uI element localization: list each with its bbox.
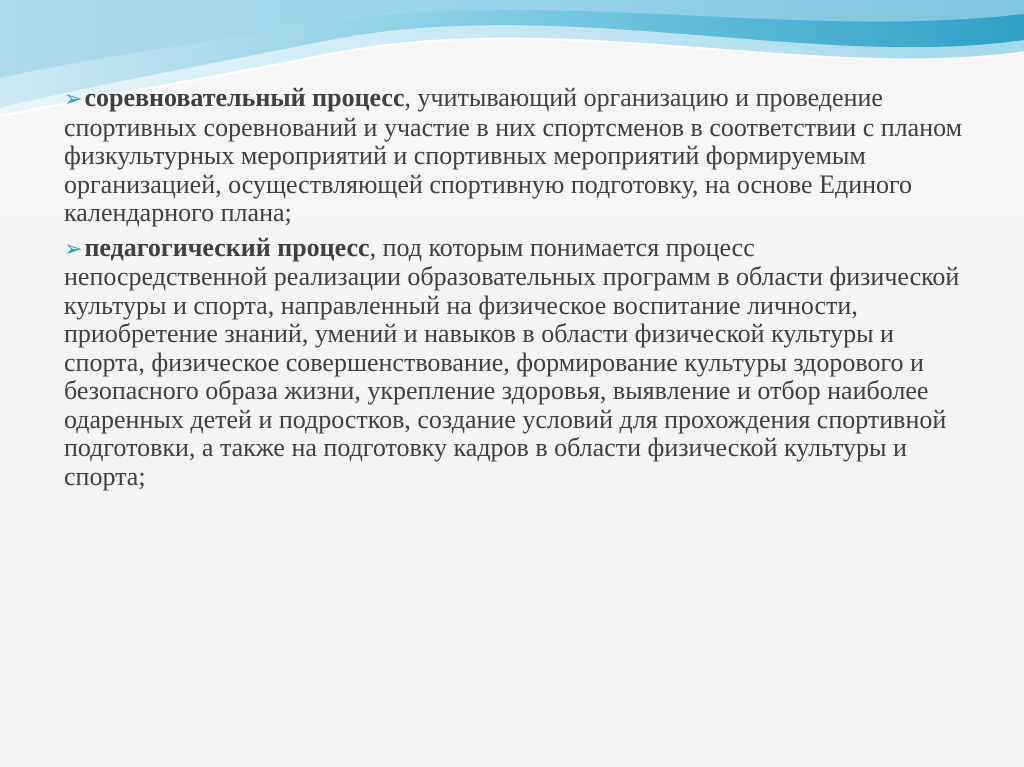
paragraph-pedagogical-process xyxy=(64,234,964,492)
term-pedagogical-process: педагогический процесс xyxy=(84,232,370,262)
term-competitive-process: соревновательный процесс xyxy=(84,83,405,112)
paragraph-text: , учитывающий организацию и проведение спортивных соревнований и участие в них спортсменов в соответствии с планом физкультурных мероприятий и спортивных мероприятий формируемым организацией, осуществляющей спортивную подготовку, на основе Единого календарного плана; xyxy=(64,83,963,227)
arrow-bullet-icon: ➢ xyxy=(64,235,83,261)
paragraph-competitive-process xyxy=(64,84,964,228)
slide-body xyxy=(64,84,964,497)
arrow-bullet-icon: ➢ xyxy=(64,86,83,111)
paragraph-text: , под которым понимается процесс непосредственной реализации образовательных программ в области физической культуры и спорта, направленный на физическое воспитание личности, приобретение знаний, умений и навыков в области физической культуры и спорта, физическое совершенствование, формирование культуры здорового и безопасного образа жизни, укрепление здоровья, выявление и отбор наиболее одаренных детей и подростков, создание условий для прохождения спортивной подготовки, а также на подготовку кадров в области физической культуры и спорта; xyxy=(64,232,960,491)
